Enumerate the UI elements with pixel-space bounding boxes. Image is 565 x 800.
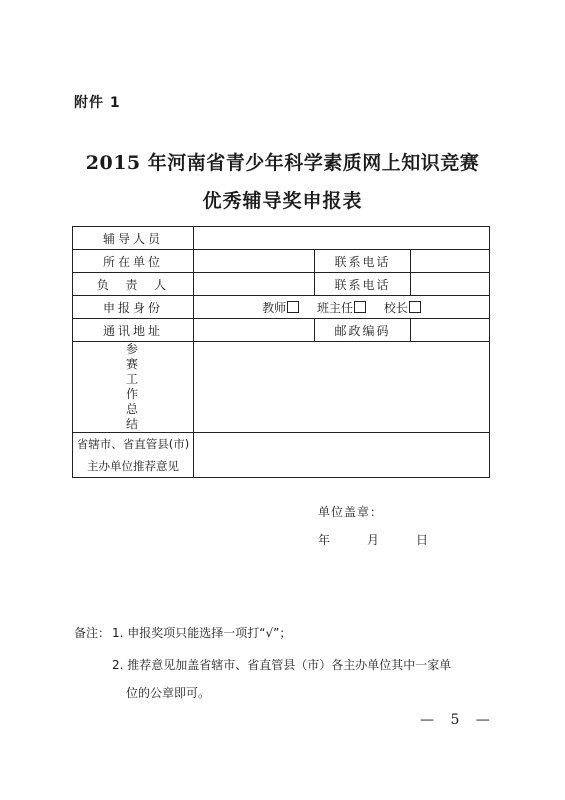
document-title: 2015 年河南省青少年科学素质网上知识竞赛: [85, 152, 480, 174]
option-head-teacher-label: 班主任: [316, 300, 353, 315]
attachment-label: 附件 1: [74, 95, 121, 111]
seal-label: 单位盖章：: [318, 505, 384, 519]
notes-prefix: 备注：: [74, 626, 111, 640]
page-number: — 5 —: [420, 712, 496, 728]
option-principal-label: 校长: [383, 300, 408, 315]
opinion-label-line1: 省辖市、省直管县(市): [76, 437, 190, 451]
address-label: 通讯地址: [73, 319, 194, 342]
unit-phone-field[interactable]: [411, 250, 490, 273]
date-month: 月: [366, 533, 379, 547]
document-subtitle: 优秀辅导奖申报表: [202, 190, 363, 212]
note-2-line1: 2. 推荐意见加盖省辖市、省直管县（市）各主办单位其中一家单: [112, 658, 452, 672]
form-row-identity: [73, 296, 490, 319]
teacher-checkbox[interactable]: [287, 301, 299, 313]
summary-label: 参赛工作总结: [126, 342, 142, 431]
postcode-field[interactable]: [411, 319, 490, 342]
date-line: [318, 531, 428, 548]
note-2-line2: 位的公章即可。: [126, 686, 211, 700]
application-form-table: [72, 226, 490, 547]
responsible-phone-label: 联系电话: [315, 273, 411, 296]
note-1: 1. 申报奖项只能选择一项打“√”；: [112, 626, 292, 640]
tutor-field[interactable]: [194, 227, 490, 250]
postcode-label: 邮政编码: [315, 319, 411, 342]
responsible-label: 负 责 人: [73, 273, 194, 296]
principal-checkbox[interactable]: [409, 301, 421, 313]
tutor-label: 辅导人员: [73, 227, 194, 250]
form-row-summary: [73, 342, 490, 433]
opinion-field[interactable]: [194, 433, 490, 547]
date-year: 年: [318, 533, 331, 547]
form-row-address: [73, 319, 490, 342]
responsible-phone-field[interactable]: [411, 273, 490, 296]
unit-label: 所在单位: [73, 250, 194, 273]
head-teacher-checkbox[interactable]: [354, 301, 366, 313]
identity-label: 申报身份: [73, 296, 194, 319]
unit-field[interactable]: [194, 250, 315, 273]
form-row-responsible: [73, 273, 490, 296]
opinion-label-line2: 主办单位推荐意见: [87, 459, 179, 473]
summary-label-cell: [73, 342, 194, 433]
summary-field[interactable]: [194, 342, 490, 433]
form-row-tutor: [73, 227, 490, 250]
form-row-unit: [73, 250, 490, 273]
date-day: 日: [415, 533, 428, 547]
identity-options: [194, 296, 490, 319]
responsible-field[interactable]: [194, 273, 315, 296]
form-row-opinion: [73, 433, 490, 478]
opinion-label-cell: [73, 433, 194, 478]
address-field[interactable]: [194, 319, 315, 342]
option-teacher-label: 教师: [262, 300, 287, 315]
unit-phone-label: 联系电话: [315, 250, 411, 273]
